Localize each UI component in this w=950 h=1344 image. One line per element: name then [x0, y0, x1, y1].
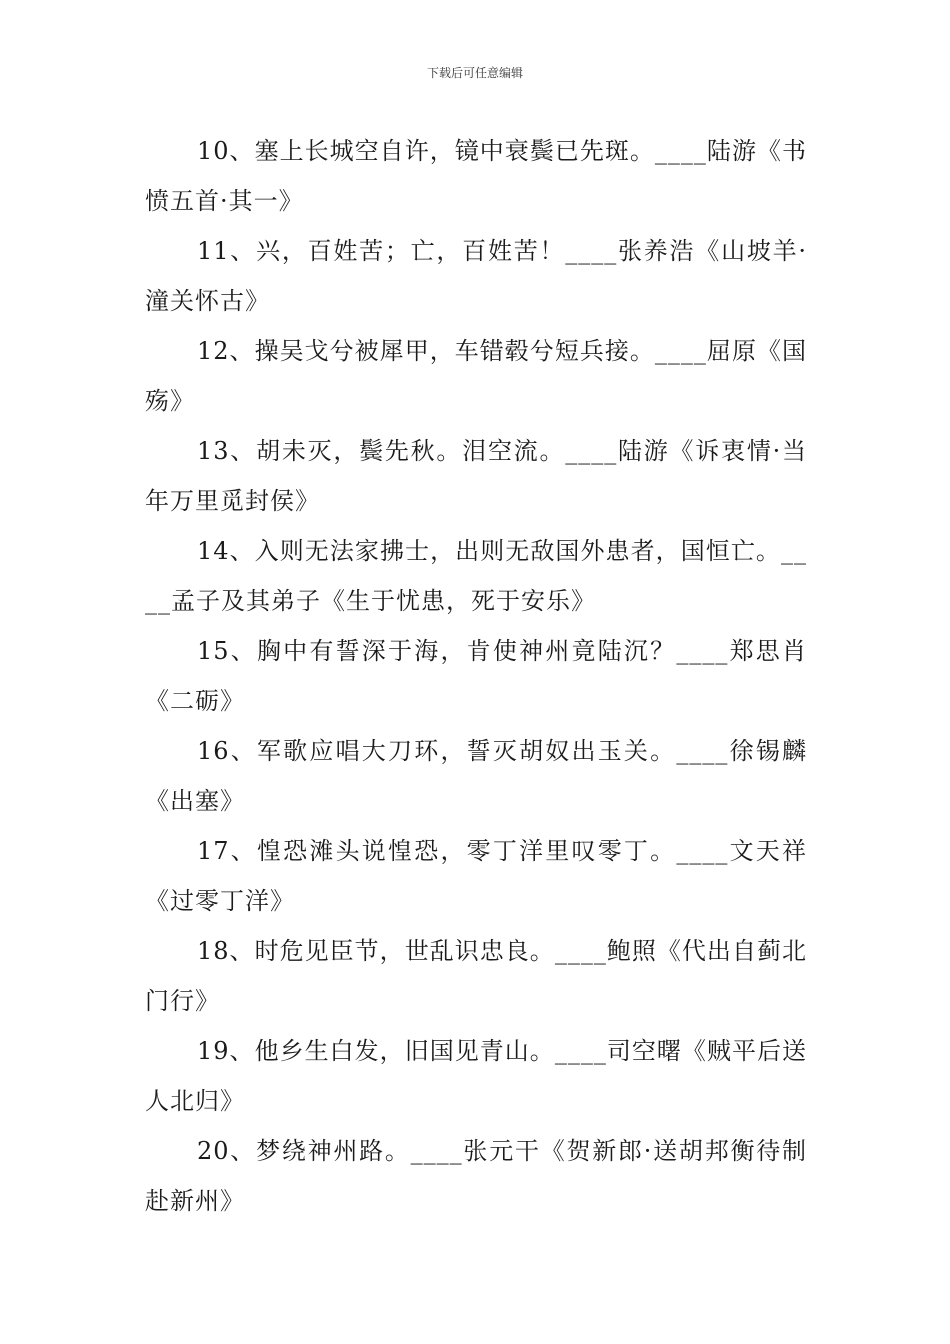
- quote-entry-12: 12、操吴戈兮被犀甲，车错毂兮短兵接。____屈原《国殇》: [145, 337, 807, 415]
- quote-entry-17: 17、惶恐滩头说惶恐，零丁洋里叹零丁。____文天祥《过零丁洋》: [145, 837, 807, 915]
- quote-entry-14: 14、入则无法家拂士，出则无敌国外患者，国恒亡。____孟子及其弟子《生于忧患，死于安乐》: [145, 537, 807, 615]
- quote-entry-20: 20、梦绕神州路。____张元干《贺新郎·送胡邦衡待制赴新州》: [145, 1137, 807, 1215]
- quote-entry-16: 16、军歌应唱大刀环，誓灭胡奴出玉关。____徐锡麟《出塞》: [145, 737, 807, 815]
- quote-entry-18: 18、时危见臣节，世乱识忠良。____鲍照《代出自蓟北门行》: [145, 937, 807, 1015]
- quote-entry-11: 11、兴，百姓苦；亡，百姓苦！____张养浩《山坡羊·潼关怀古》: [145, 237, 807, 315]
- quote-entry-13: 13、胡未灭，鬓先秋。泪空流。____陆游《诉衷情·当年万里觅封侯》: [145, 437, 807, 515]
- page-header: 下载后可任意编辑: [426, 66, 523, 80]
- quote-entry-19: 19、他乡生白发，旧国见青山。____司空曙《贼平后送人北归》: [145, 1037, 807, 1115]
- document-body: [145, 126, 807, 1226]
- quote-entry-15: 15、胸中有誓深于海，肯使神州竟陆沉？____郑思肖《二砺》: [145, 637, 807, 715]
- quote-entry-10: 10、塞上长城空自许，镜中衰鬓已先斑。____陆游《书愤五首·其一》: [145, 137, 807, 215]
